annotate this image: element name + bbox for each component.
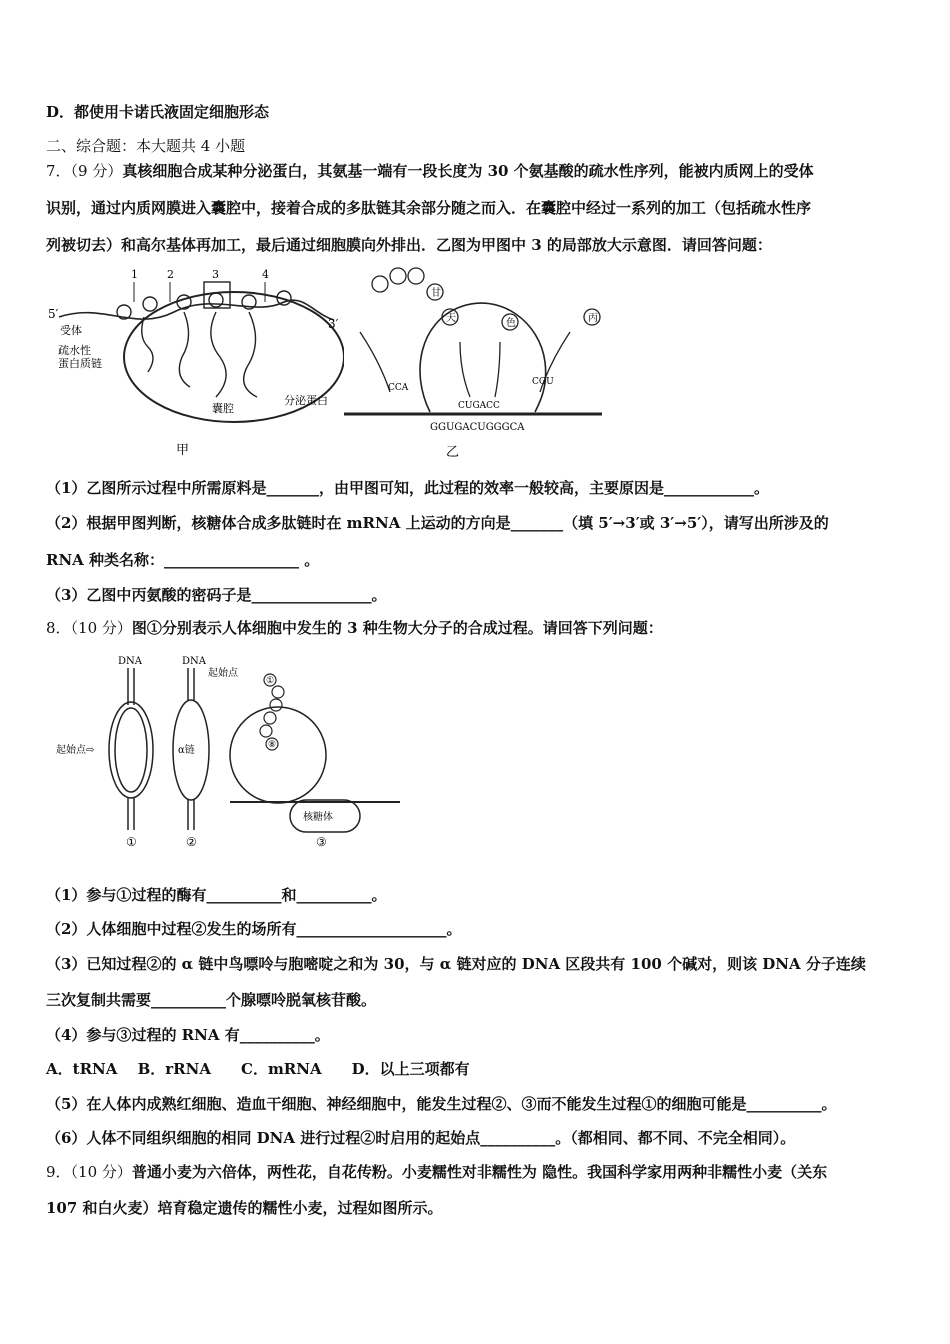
caption-1: ① xyxy=(126,835,137,849)
q7-sub-2a: （2）根据甲图判断，核糖体合成多肽链时在 mRNA 上运动的方向是_______（填 5′→3′或 3′→5′），请写出所涉及的 xyxy=(46,514,829,532)
q7-sub-2b: RNA 种类名称：__________________ 。 xyxy=(46,551,320,569)
five-prime-label: 5′ xyxy=(48,307,59,321)
option-d: D．都使用卡诺氏液固定细胞形态 xyxy=(46,103,270,121)
hydrophobic-label-1: 疏水性 xyxy=(58,344,91,357)
q9-number: 9．（10 分） xyxy=(46,1163,132,1181)
q7-sub-3: （3）乙图中丙氨酸的密码子是________________。 xyxy=(46,586,387,604)
q7-line-3: 列被切去）和高尔基体再加工，最后通过细胞膜向外排出．乙图为甲图中 3 的局部放大示意图．请回答问题： xyxy=(46,236,772,254)
q8-number: 8．（10 分） xyxy=(46,619,132,637)
q8-line-1 xyxy=(46,617,663,639)
trna-molecules xyxy=(360,268,600,397)
caption-3: ③ xyxy=(316,835,327,849)
q7-line-1 xyxy=(46,160,814,182)
dna-label-1: DNA xyxy=(118,656,142,667)
peptide-start-label: ① xyxy=(266,676,275,686)
lumen-label: 囊腔 xyxy=(212,402,234,415)
ribosome-outline xyxy=(420,303,546,412)
receptor-label: 受体 xyxy=(60,324,82,337)
figure-jia xyxy=(44,262,344,462)
amino-se: 色 xyxy=(506,318,516,329)
anticodon-cca: CCA xyxy=(388,383,409,393)
ribosome-label: 核糖体 xyxy=(303,812,333,823)
peptide-end-label: ⑧ xyxy=(268,740,277,750)
section-heading: 二、综合题：本大题共 4 小题 xyxy=(46,137,246,155)
three-prime-label: 3′ xyxy=(328,317,339,331)
q8-sub-3a: （3）已知过程②的 α 链中鸟嘌呤与胞嘧啶之和为 30，与 α 链对应的 DNA 区段共有 100 个碱对，则该 DNA 分子连续 xyxy=(46,955,866,973)
q8-sub-6: （6）人体不同组织细胞的相同 DNA 进行过程②时启用的起始点__________。（都相同、都不同、不完全相同）。 xyxy=(46,1129,796,1147)
anticodon-cgu: CGU xyxy=(532,377,554,387)
q8-text-1: 图①分别表示人体细胞中发生的 3 种生物大分子的合成过程。请回答下列问题： xyxy=(131,619,663,637)
amino-tian: 天 xyxy=(446,313,456,324)
secreted-protein-label: 分泌蛋白 xyxy=(284,394,328,407)
q7-number: 7．（9 分） xyxy=(46,162,123,180)
label-4: 4 xyxy=(262,268,269,281)
caption-jia: 甲 xyxy=(176,443,190,458)
label-3: 3 xyxy=(212,268,219,281)
q7-line-2: 识别，通过内质网膜进入囊腔中，接着合成的多肽链其余部分随之而入．在囊腔中经过一系列的加工（包括疏水性序 xyxy=(46,199,812,217)
caption-2: ② xyxy=(186,835,197,849)
mrna-sequence: GGUGACUGGGCA xyxy=(430,422,525,433)
dna-label-2: DNA xyxy=(182,656,206,667)
figure-yi xyxy=(340,262,610,462)
origin-label-right: 起始点 xyxy=(208,668,238,679)
anticodon-cugacc: CUGACC xyxy=(458,401,500,411)
q8-sub-5: （5）在人体内成熟红细胞、造血干细胞、神经细胞中，能发生过程②、③而不能发生过程①的细胞可能是__________。 xyxy=(46,1095,837,1113)
replication-bubbles xyxy=(109,668,360,832)
q9-text-1: 普通小麦为六倍体，两性花，自花传粉。小麦糯性对非糯性为 隐性。我国科学家用两种非糯性小麦（关东 xyxy=(131,1163,828,1181)
origin-label-left: 起始点⇨ xyxy=(56,745,95,756)
amino-gan: 甘 xyxy=(431,288,441,299)
q9-line-1 xyxy=(46,1161,827,1183)
label-2: 2 xyxy=(167,268,174,281)
figure-q8 xyxy=(50,650,410,855)
q9-line-2: 107 和白火麦）培育稳定遗传的糯性小麦，过程如图所示。 xyxy=(46,1199,443,1217)
label-1: 1 xyxy=(131,268,138,281)
q7-text-1: 真核细胞合成某种分泌蛋白，其氨基一端有一段长度为 30 个氨基酸的疏水性序列，能被内质网上的受体 xyxy=(122,162,814,180)
q8-sub-1: （1）参与①过程的酶有__________和__________。 xyxy=(46,886,387,904)
amino-bing: 丙 xyxy=(588,313,598,324)
q8-options: A．tRNA B．rRNA C．mRNA D．以上三项都有 xyxy=(46,1060,470,1078)
q8-sub-3b: 三次复制共需要__________个腺嘌呤脱氧核苷酸。 xyxy=(46,991,377,1009)
q8-sub-4: （4）参与③过程的 RNA 有__________。 xyxy=(46,1026,330,1044)
mrna-strand xyxy=(59,300,334,320)
caption-yi: 乙 xyxy=(446,445,460,460)
q7-sub-1: （1）乙图所示过程中所需原料是_______，由甲图可知，此过程的效率一般较高，主要原因是____________。 xyxy=(46,479,769,497)
hydrophobic-label-2: 蛋白质链 xyxy=(58,357,102,370)
q8-sub-2: （2）人体细胞中过程②发生的场所有____________________。 xyxy=(46,920,462,938)
alpha-chain-label: α链 xyxy=(178,745,195,756)
